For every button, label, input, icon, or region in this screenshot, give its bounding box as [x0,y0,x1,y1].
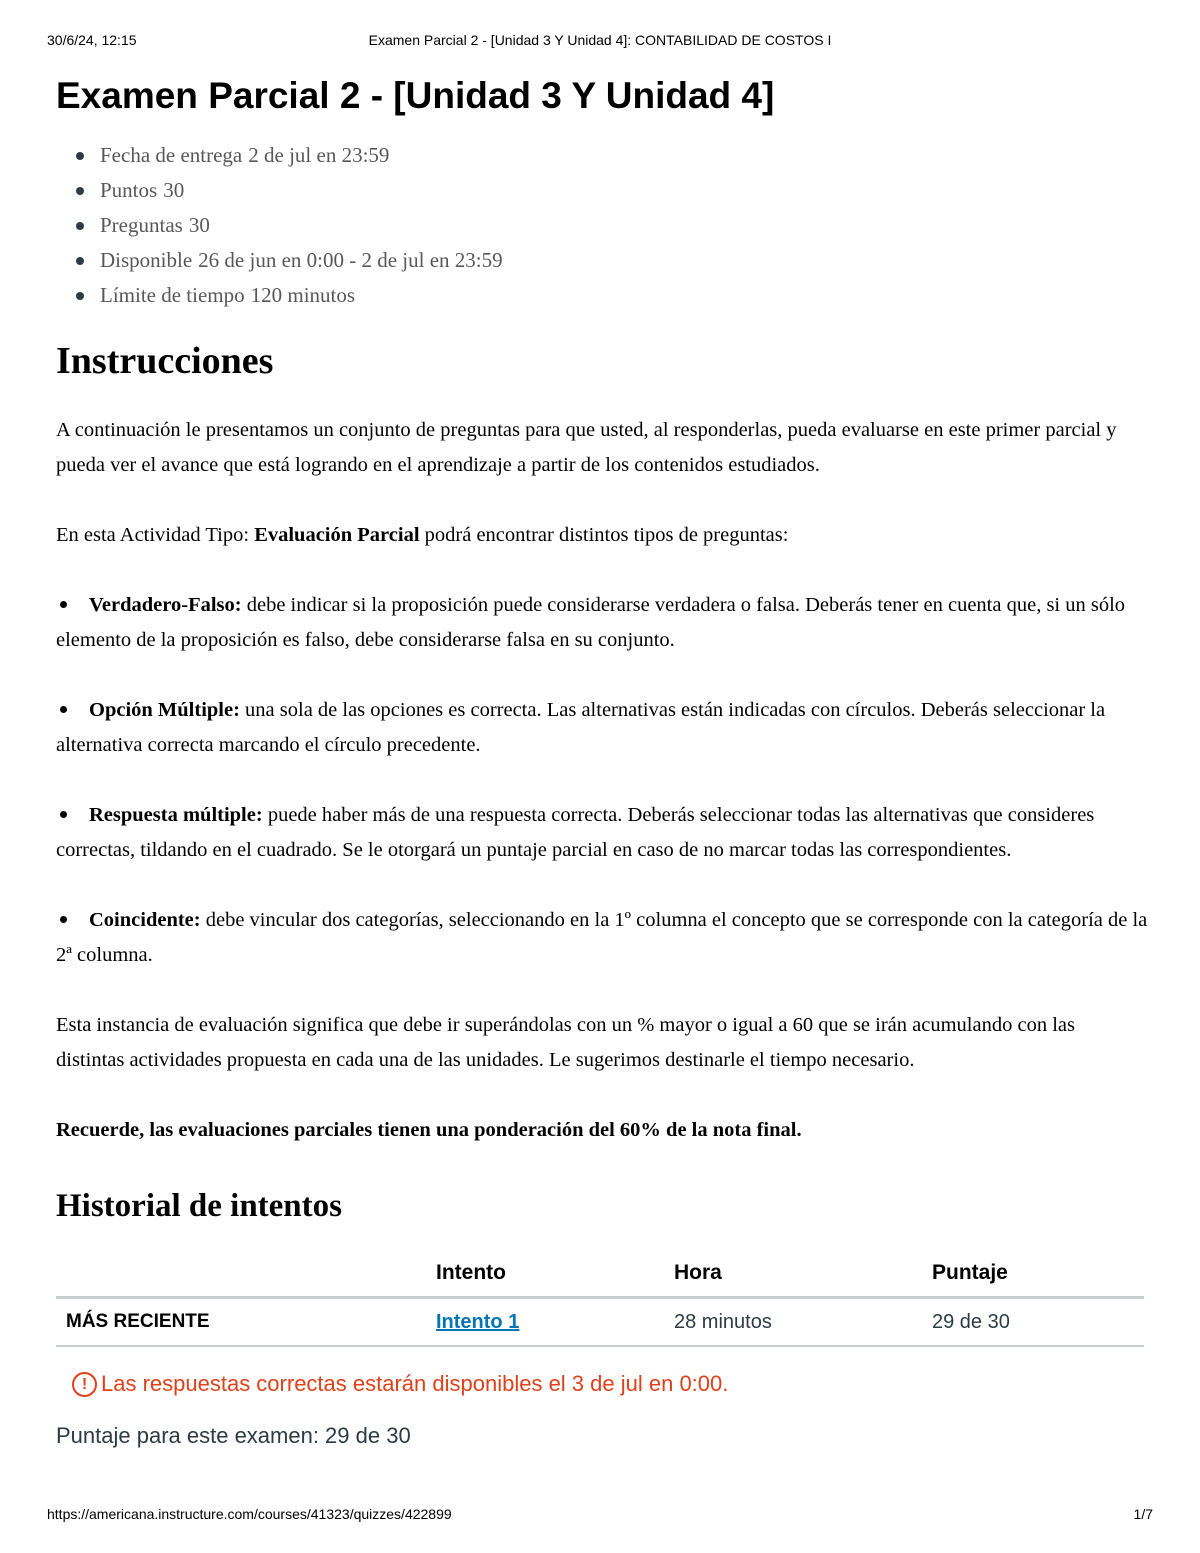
attempt-history-table [56,1250,1144,1347]
column-header-empty [56,1250,426,1298]
detail-value: 2 de jul en 23:59 [248,143,390,167]
detail-label: Disponible [100,248,193,272]
instructions-body [56,413,1148,1148]
bullet-icon [60,811,67,818]
print-url: https://americana.instructure.com/courses/41323/quizzes/422899 [47,1506,452,1522]
bullet-icon [76,187,84,195]
print-document-title: Examen Parcial 2 - [Unidad 3 Y Unidad 4]: CONTABILIDAD DE COSTOS I [368,32,832,48]
activity-type-name: Evaluación Parcial [254,524,420,546]
question-type-name: Verdadero-Falso: [89,594,242,616]
print-footer [47,1506,1153,1526]
detail-label: Puntos [100,178,158,202]
detail-label: Preguntas [100,213,183,237]
attempt-cell [426,1298,664,1347]
activity-type-line [56,518,1148,553]
print-date: 30/6/24, 12:15 [47,32,137,48]
question-type-text: una sola de las opciones es correcta. Las alternativas están indicadas con círculos. Deberás seleccionar la alternativa correcta marcando el círculo precedente. [56,699,1106,756]
detail-label: Fecha de entrega [100,143,243,167]
detail-value: 30 [188,213,210,237]
question-type-name: Respuesta múltiple: [89,804,263,826]
question-type-name: Coincidente: [89,909,201,931]
detail-due-date [74,138,1148,173]
column-header-attempt: Intento [426,1250,664,1298]
detail-questions [74,208,1148,243]
attempt-1-link[interactable]: Intento 1 [436,1310,520,1333]
attempt-time: 28 minutos [664,1298,922,1347]
detail-available [74,243,1148,278]
bullet-icon [76,152,84,160]
bullet-icon [60,706,67,713]
quiz-details-list [56,138,1148,313]
column-header-score: Puntaje [922,1250,1144,1298]
quiz-score: Puntaje para este examen: 29 de 30 [56,1423,411,1448]
question-type-text: puede haber más de una respuesta correcta. Deberás seleccionar todas las alternativas que consideres correctas, tildando en el cuadrado. Se le otorgará un puntaje parcial en caso de no marcar todas las correspondientes. [56,804,1095,861]
question-type-multiple-answer [56,798,1148,868]
question-type-text: debe vincular dos categorías, seleccionando en la 1º columna el concepto que se corresponde con la categoría de la 2ª columna. [56,909,1148,966]
print-page-number: 1/7 [1133,1506,1153,1522]
print-header [47,32,1153,52]
bullet-icon [60,916,67,923]
instructions-closing: Esta instancia de evaluación significa que debe ir superándolas con un % mayor o igual a 60 que se irán acumulando con las distintas actividades propuesta en cada una de las unidades. Le sugerimos destinarle el tiempo necesario. [56,1014,1075,1071]
instructions-intro: A continuación le presentamos un conjunto de preguntas para que usted, al responderlas, pueda evaluarse en este primer parcial y pueda ver el avance que está logrando en el aprendizaje a partir de los contenidos estudiados. [56,419,1117,476]
question-type-matching [56,903,1148,973]
question-type-text: debe indicar si la proposición puede considerarse verdadera o falsa. Deberás tener en cuenta que, si un sólo elemento de la proposición es falso, debe considerarse falsa en su conjunto. [56,594,1126,651]
answers-availability-notice [72,1369,1148,1399]
bullet-icon [76,222,84,230]
instructions-heading: Instrucciones [56,340,274,382]
table-header-row [56,1250,1144,1298]
attempt-score: 29 de 30 [922,1298,1144,1347]
bullet-icon [76,257,84,265]
detail-points [74,173,1148,208]
row-label-most-recent: MÁS RECIENTE [56,1298,426,1347]
bullet-icon [60,601,67,608]
quiz-title: Examen Parcial 2 - [Unidad 3 Y Unidad 4] [56,75,775,116]
instructions-reminder: Recuerde, las evaluaciones parciales tienen una ponderación del 60% de la nota final. [56,1119,802,1141]
warning-icon: ! [72,1372,97,1397]
detail-value: 120 minutos [250,283,356,307]
question-type-multiple-choice [56,693,1148,763]
detail-value: 26 de jun en 0:00 - 2 de jul en 23:59 [198,248,503,272]
detail-label: Límite de tiempo [100,283,245,307]
column-header-time: Hora [664,1250,922,1298]
detail-time-limit [74,278,1148,313]
detail-value: 30 [163,178,185,202]
attempt-history-heading: Historial de intentos [56,1188,342,1224]
activity-suffix: podrá encontrar distintos tipos de preguntas: [419,524,789,546]
table-row [56,1298,1144,1347]
page-content [56,72,1148,1451]
bullet-icon [76,292,84,300]
question-type-name: Opción Múltiple: [89,699,240,721]
question-type-true-false [56,588,1148,658]
activity-prefix: En esta Actividad Tipo: [56,524,255,546]
notice-text: Las respuestas correctas estarán disponibles el 3 de jul en 0:00. [101,1371,729,1396]
